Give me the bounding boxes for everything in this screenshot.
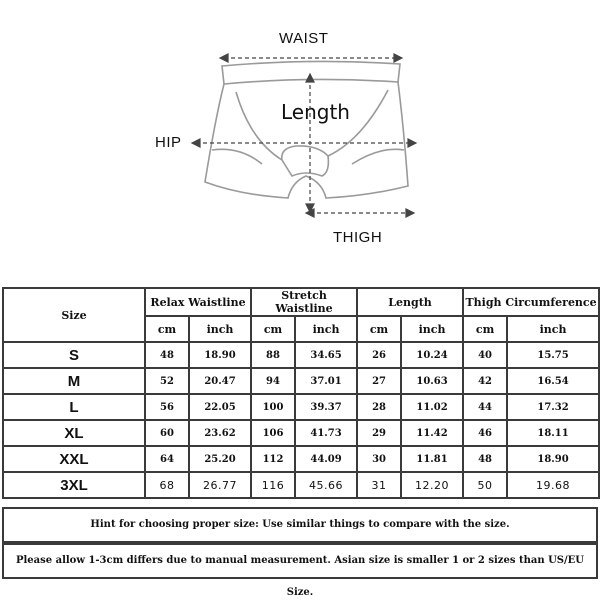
value-cell: 60 bbox=[145, 420, 189, 446]
size-header: Size bbox=[3, 288, 145, 342]
value-cell: 42 bbox=[463, 368, 507, 394]
value-cell: 116 bbox=[251, 472, 295, 498]
size-cell: M bbox=[3, 368, 145, 394]
value-cell: 26.77 bbox=[189, 472, 251, 498]
value-cell: 68 bbox=[145, 472, 189, 498]
unit-header: inch bbox=[401, 316, 463, 342]
value-cell: 25.20 bbox=[189, 446, 251, 472]
value-cell: 94 bbox=[251, 368, 295, 394]
value-cell: 18.11 bbox=[507, 420, 599, 446]
group-header-length: Length bbox=[357, 288, 463, 316]
value-cell: 11.81 bbox=[401, 446, 463, 472]
table-row bbox=[3, 342, 599, 368]
value-cell: 31 bbox=[357, 472, 401, 498]
value-cell: 22.05 bbox=[189, 394, 251, 420]
size-cell: S bbox=[3, 342, 145, 368]
value-cell: 11.02 bbox=[401, 394, 463, 420]
hip-label: HIP bbox=[155, 134, 182, 151]
group-header-thigh-circumference: Thigh Circumference bbox=[463, 288, 599, 316]
unit-header: cm bbox=[357, 316, 401, 342]
table-row bbox=[3, 446, 599, 472]
waist-label: WAIST bbox=[279, 30, 329, 47]
size-cell: L bbox=[3, 394, 145, 420]
value-cell: 48 bbox=[145, 342, 189, 368]
size-table bbox=[2, 287, 600, 499]
value-cell: 18.90 bbox=[507, 446, 599, 472]
value-cell: 56 bbox=[145, 394, 189, 420]
value-cell: 106 bbox=[251, 420, 295, 446]
hint-note: Hint for choosing proper size: Use similar things to compare with the size. bbox=[2, 507, 598, 543]
group-header-relax-waistline: Relax Waistline bbox=[145, 288, 251, 316]
value-cell: 10.24 bbox=[401, 342, 463, 368]
value-cell: 100 bbox=[251, 394, 295, 420]
value-cell: 50 bbox=[463, 472, 507, 498]
thigh-label: THIGH bbox=[333, 229, 383, 246]
value-cell: 37.01 bbox=[295, 368, 357, 394]
value-cell: 27 bbox=[357, 368, 401, 394]
value-cell: 40 bbox=[463, 342, 507, 368]
size-cell: XL bbox=[3, 420, 145, 446]
unit-header: cm bbox=[145, 316, 189, 342]
value-cell: 44 bbox=[463, 394, 507, 420]
value-cell: 29 bbox=[357, 420, 401, 446]
value-cell: 30 bbox=[357, 446, 401, 472]
unit-header: cm bbox=[251, 316, 295, 342]
value-cell: 16.54 bbox=[507, 368, 599, 394]
value-cell: 23.62 bbox=[189, 420, 251, 446]
disclaimer-note: Please allow 1-3cm differs due to manual measurement. Asian size is smaller 1 or 2 sizes than US/EU Size. bbox=[2, 543, 598, 579]
length-label: Length bbox=[281, 100, 350, 124]
value-cell: 44.09 bbox=[295, 446, 357, 472]
table-row bbox=[3, 472, 599, 498]
size-chart bbox=[2, 287, 598, 499]
value-cell: 11.42 bbox=[401, 420, 463, 446]
value-cell: 34.65 bbox=[295, 342, 357, 368]
value-cell: 20.47 bbox=[189, 368, 251, 394]
value-cell: 46 bbox=[463, 420, 507, 446]
value-cell: 12.20 bbox=[401, 472, 463, 498]
value-cell: 48 bbox=[463, 446, 507, 472]
size-cell: 3XL bbox=[3, 472, 145, 498]
value-cell: 39.37 bbox=[295, 394, 357, 420]
value-cell: 18.90 bbox=[189, 342, 251, 368]
unit-header: cm bbox=[463, 316, 507, 342]
size-diagram bbox=[0, 0, 600, 262]
value-cell: 28 bbox=[357, 394, 401, 420]
value-cell: 52 bbox=[145, 368, 189, 394]
size-cell: XXL bbox=[3, 446, 145, 472]
unit-header: inch bbox=[507, 316, 599, 342]
value-cell: 41.73 bbox=[295, 420, 357, 446]
value-cell: 88 bbox=[251, 342, 295, 368]
shorts-illustration bbox=[0, 0, 600, 262]
value-cell: 15.75 bbox=[507, 342, 599, 368]
group-header-stretch-waistline: Stretch Waistline bbox=[251, 288, 357, 316]
value-cell: 45.66 bbox=[295, 472, 357, 498]
value-cell: 10.63 bbox=[401, 368, 463, 394]
table-row bbox=[3, 420, 599, 446]
value-cell: 19.68 bbox=[507, 472, 599, 498]
unit-header: inch bbox=[295, 316, 357, 342]
unit-header: inch bbox=[189, 316, 251, 342]
value-cell: 64 bbox=[145, 446, 189, 472]
table-row bbox=[3, 394, 599, 420]
value-cell: 17.32 bbox=[507, 394, 599, 420]
table-row bbox=[3, 368, 599, 394]
value-cell: 26 bbox=[357, 342, 401, 368]
value-cell: 112 bbox=[251, 446, 295, 472]
